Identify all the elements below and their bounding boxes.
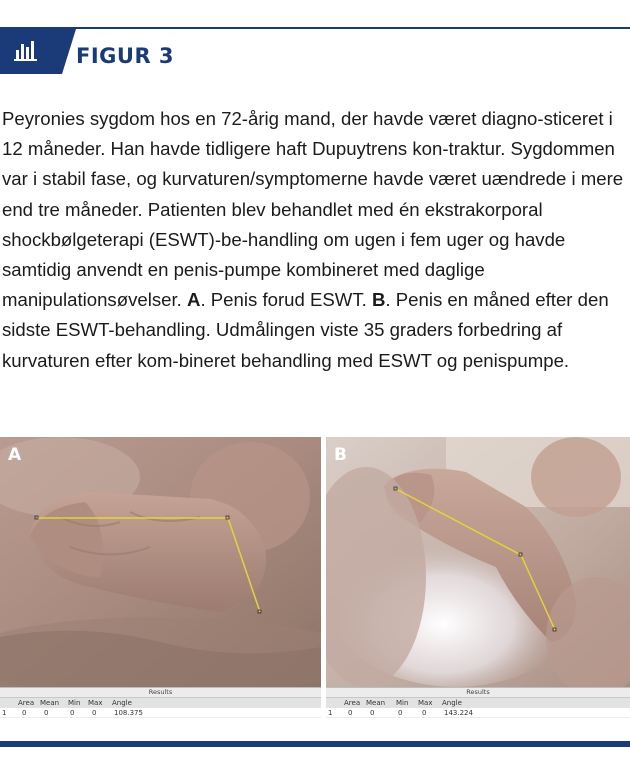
caption-text: . Penis forud ESWT. [200, 289, 372, 311]
results-table-a [0, 687, 321, 718]
results-header-cell: Angle [112, 699, 132, 707]
results-cell: 0 [92, 709, 97, 717]
top-rule [0, 27, 630, 29]
panel-label-b: B [334, 445, 347, 465]
results-header-cell: Mean [366, 699, 386, 707]
results-header-cell: Min [396, 699, 409, 707]
caption-label-b: B [371, 289, 386, 311]
bar-chart-icon [13, 39, 39, 63]
panel-label-a: A [8, 445, 22, 465]
results-data-row [0, 708, 321, 717]
bottom-rule [0, 741, 630, 747]
figure-title: FIGUR 3 [76, 44, 175, 68]
results-table-b [326, 687, 630, 718]
clinical-photo-b [326, 437, 630, 687]
results-cell: 0 [70, 709, 75, 717]
results-data-row [326, 708, 630, 717]
results-header-cell: Min [68, 699, 81, 707]
photo-panel-a [0, 437, 321, 687]
results-cell: 1 [2, 709, 7, 717]
results-title: Results [466, 688, 490, 696]
results-cell: 0 [398, 709, 403, 717]
caption-label-a: A [187, 289, 201, 311]
results-cell: 0 [22, 709, 27, 717]
results-cell: 0 [370, 709, 375, 717]
clinical-photo-a [0, 437, 321, 687]
results-header-cell: Area [344, 699, 361, 707]
figure-badge [0, 29, 62, 74]
figure-caption [2, 104, 630, 376]
results-cell: 0 [422, 709, 427, 717]
results-cell: 0 [348, 709, 353, 717]
photo-panel-b [326, 437, 630, 687]
results-header-cell: Max [418, 699, 433, 707]
results-title: Results [148, 688, 173, 696]
results-cell: 143.224 [444, 709, 473, 717]
caption-text: Peyronies sygdom hos en 72-årig mand, der havde været diagno-sticeret i 12 måneder. Han havde tidligere haft Dupuytrens kon-traktur. Sygdommen var i stabil fase, og kurvaturen/symptomerne havde været uændrede i mere end tre måneder. Patienten blev behandlet med én ekstrakorporal shockbølgeterapi (ESWT)-be-handling om ugen i fem uger og havde samtidig anvendt en penis-pumpe kombineret med daglige manipulationsøvelser. [2, 108, 624, 311]
results-header-cell: Max [88, 699, 103, 707]
results-header-cell: Angle [442, 699, 462, 707]
results-header-cell: Area [18, 699, 35, 707]
caption-text: . Penis en måned efter den sidste ESWT-behandling. Udmålingen viste 35 graders forbedring af kurvaturen efter kom-bineret behandling med ESWT og penispumpe. [2, 289, 609, 371]
results-cell: 108.375 [114, 709, 143, 717]
results-cell: 0 [44, 709, 49, 717]
results-header-cell: Mean [40, 699, 60, 707]
results-cell: 1 [328, 709, 333, 717]
